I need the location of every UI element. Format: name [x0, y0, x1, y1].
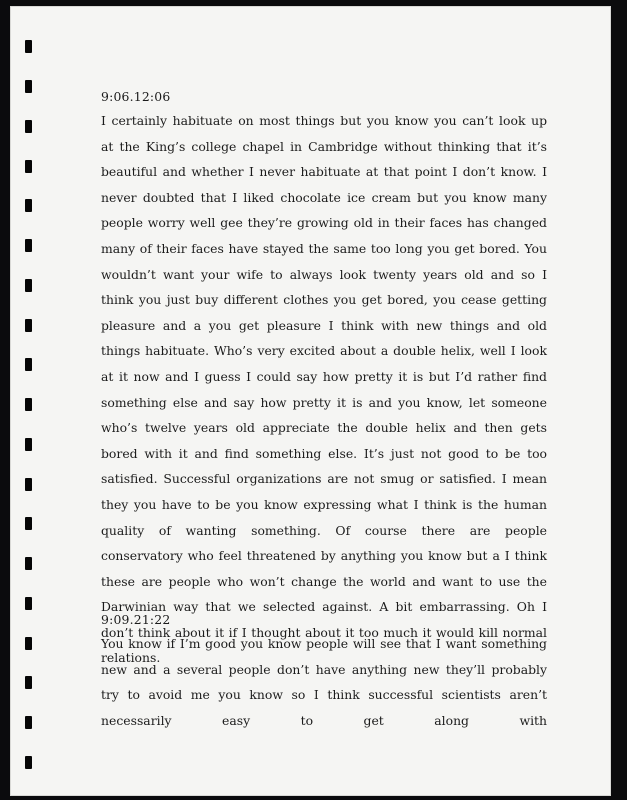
punch-hole [25, 80, 32, 93]
punch-hole [25, 199, 32, 212]
punch-hole [25, 398, 32, 411]
section-2-text [101, 631, 547, 733]
punch-hole [25, 756, 32, 769]
punch-hole [25, 438, 32, 451]
punch-hole [25, 358, 32, 371]
transcript-paragraph: You know if I’m good you know people will see that I want something new and a several people don’t have anything new they’ll probably try to avoid me you know so I think successful scientists aren’t necessarily easy to get along with [101, 636, 547, 728]
punch-hole [25, 478, 32, 491]
punch-hole [25, 716, 32, 729]
punch-hole [25, 597, 32, 610]
section-1-timestamp: 9:06.12:06 [101, 89, 171, 104]
punch-hole [25, 676, 32, 689]
punch-hole [25, 517, 32, 530]
punch-hole [25, 239, 32, 252]
punch-hole [25, 40, 32, 53]
punch-hole [25, 160, 32, 173]
section-2-timestamp: 9:09.21:22 [101, 612, 171, 627]
punch-hole [25, 120, 32, 133]
section-1-text [101, 108, 547, 671]
punch-hole [25, 319, 32, 332]
punch-hole [25, 279, 32, 292]
transcript-paragraph: I certainly habituate on most things but you know you can’t look up at the King’s college chapel in Cambridge without thinking that it’s beautiful and whether I never habituate at that point I don’t know. I never doubted that I liked chocolate ice cream but you know many people worry well gee they’re growing old in their faces has changed many of their faces have stayed the same too long you get bored. You wouldn’t want your wife to always look twenty years old and so I think you just buy different clothes you get bored, you cease getting pleasure and a you get pleasure I think with new things and old things habituate. Who’s very excited about a double helix, well I look at it now and I guess I could say how pretty it is but I’d rather find something else and say how pretty it is and you know, let someone who’s twelve years old appreciate the double helix and then gets bored with it and find something else. It’s just not good to be too satisfied. Successful organizations are not smug or satisfied. I mean they you have to be you know expressing what I think is the human quality of wanting something. Of course there are people conservatory who feel threatened by anything you know but a I think these are people who won’t change the world and want to use the Darwinian way that we selected against. A bit embarrassing. Oh I don’t think about it if I thought about it too much it would kill normal relations. [101, 113, 547, 666]
punch-hole [25, 557, 32, 570]
punch-hole [25, 637, 32, 650]
